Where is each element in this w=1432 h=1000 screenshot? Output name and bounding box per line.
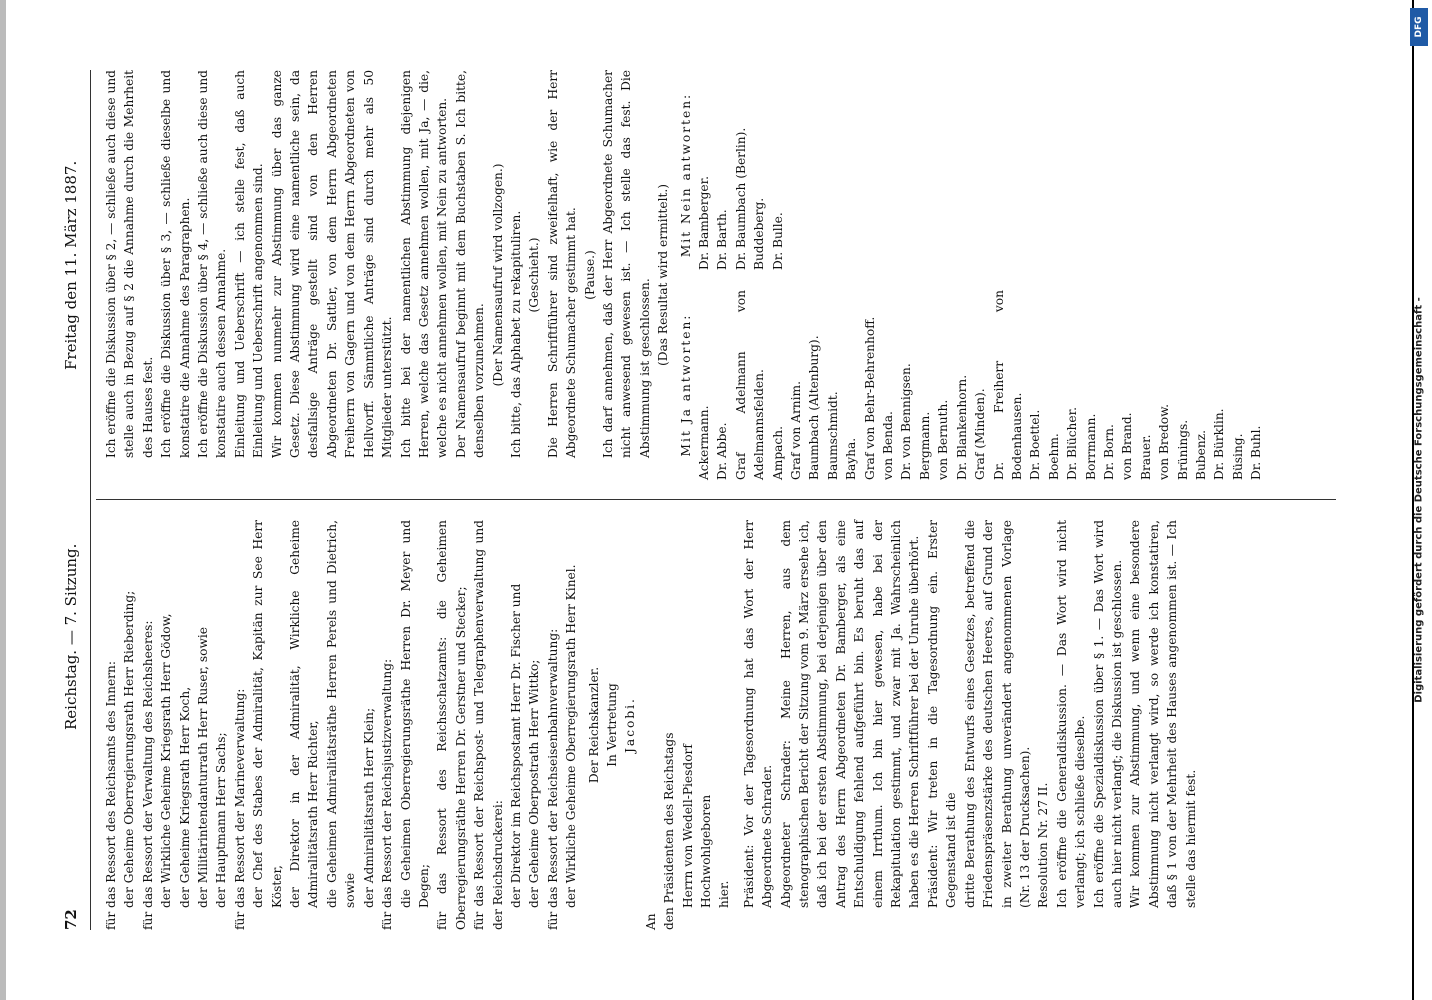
member-name: Dr. Blankenhorn. bbox=[954, 374, 969, 480]
member-name: Dr. Barth. bbox=[715, 209, 730, 270]
member-name: Graf (Minden). bbox=[973, 388, 988, 480]
no-header: Mit Nein antworten: bbox=[678, 92, 693, 258]
member-name: Dr. Born. bbox=[1101, 424, 1116, 480]
member-name: Baumbach (Altenburg). bbox=[807, 335, 822, 480]
official-entry: der Admiralitätsrath Herr Klein; bbox=[361, 707, 376, 908]
left-paragraph: Präsident: Wir treten in die Tagesordnung ein. Erster Gegenstand ist die bbox=[925, 520, 959, 908]
column-divider bbox=[96, 499, 1336, 500]
right-paragraph: Der Namensaufruf beginnt mit dem Buchstaben S. Ich bitte, denselben vorzunehmen. bbox=[453, 70, 487, 458]
right-paragraph: Ich bitte bei der namentlichen Abstimmung diejenigen Herren, welche das Gesetz annehmen wollen, mit Ja, — die, welche es nicht annehmen wollen, mit Nein zu antworten. bbox=[398, 70, 450, 458]
official-entry: der Geheime Oberregierungsrath Herr Rieberding; bbox=[122, 590, 137, 908]
member-name: Dr. Buhl. bbox=[1249, 425, 1264, 480]
member-name: Dr. Abbe. bbox=[715, 422, 730, 480]
member-name: Dr. Baumbach (Berlin). bbox=[733, 127, 748, 270]
right-paragraph: Ich eröffne die Diskussion über § 2, — schließe auch diese und stelle auch in Bezug auf § 2 die Annahme durch die Mehrheit des Hauses fest. bbox=[104, 70, 155, 458]
member-name: Graf Adelmann von Adelmannsfelden. bbox=[733, 290, 767, 480]
left-column bbox=[102, 520, 1200, 930]
page-number: 72 bbox=[62, 909, 80, 930]
member-name: Bergmann. bbox=[917, 411, 932, 480]
member-name: Borrmann. bbox=[1083, 413, 1098, 480]
scan-edge bbox=[0, 0, 6, 1000]
right-paragraph: Ich eröffne die Diskussion über § 3, — schließe dieselbe und konstatire die Annahme des Paragraphen. bbox=[159, 70, 192, 458]
member-name: von Brand. bbox=[1120, 412, 1135, 480]
signature-name: Jacobi. bbox=[623, 697, 638, 753]
left-header-title: Reichstag. — 7. Sitzung. bbox=[62, 543, 80, 730]
official-entry: die Geheimen Admiralitätsräthe Herren Perels und Dietrich, sowie bbox=[324, 520, 358, 908]
left-paragraph: Ich eröffne die Generaldiskussion. — Das Wort wird nicht verlangt; ich schließe dieselbe. bbox=[1054, 520, 1088, 908]
left-paragraph: Abgeordneter Schrader: Meine Herren, aus dem stenographischen Bericht der Sitzung vom 9. März ersehe ich, daß ich bei der ersten Abstimmung, bei derjenigen über den Antrag des Herrn Abgeordneten Dr. Bamberger, als eine Entschuldigung fehlend aufgeführt bin. Es beruht das auf einem Irrthum. Ich bin hier gewesen, habe bei der Rekapitulation gestimmt, und zwar mit Ja. Wahrscheinlich haben es die Herren Schriftführer bei der Unruhe überhört. bbox=[778, 520, 922, 908]
dfg-logo-text: DFG bbox=[1414, 16, 1424, 38]
result-note: (Das Resultat wird ermittelt.) bbox=[656, 184, 671, 367]
member-name: Dr. Bürklin. bbox=[1212, 408, 1227, 480]
official-entry: der Chef des Stabes der Admiralität, Kapitän zur See Herr Köster, bbox=[251, 520, 284, 908]
vote-lists bbox=[695, 70, 1266, 480]
member-name: Dr. Blücher. bbox=[1065, 407, 1080, 480]
official-entry: für das Ressort des Reichsamts des Innern: bbox=[104, 661, 118, 930]
official-entry: der Geheime Kriegsrath Herr Koch, bbox=[177, 686, 192, 908]
official-entry: für das Ressort der Marineverwaltung: bbox=[232, 688, 247, 930]
address-line: den Präsidenten des Reichstags bbox=[662, 732, 677, 930]
member-name: Brauer. bbox=[1138, 434, 1153, 480]
member-name: Dr. Bamberger. bbox=[697, 176, 711, 270]
secretaries-note: Die Herren Schriftführer sind zweifelhaft, wie der Herr Abgeordnete Schumacher gestimmt hat. bbox=[545, 70, 579, 458]
official-entry: für das Ressort der Verwaltung des Reichsheeres: bbox=[140, 620, 155, 930]
address-line: hier. bbox=[717, 880, 732, 908]
dfg-logo bbox=[1410, 8, 1428, 46]
left-paragraphs bbox=[740, 520, 1200, 930]
member-name: Ampach. bbox=[770, 426, 785, 480]
member-name: Büsing. bbox=[1230, 433, 1245, 480]
no-vote-list bbox=[695, 80, 1266, 270]
member-name: von Benda. bbox=[881, 411, 896, 480]
official-entry: für das Ressort des Reichsschatzamts: die Geheimen Oberregierungsräthe Herren Dr. Gerstner und Stecker; bbox=[435, 520, 468, 930]
left-paragraph: Resolution Nr. 27 II. bbox=[1036, 782, 1051, 908]
official-entry: der Direktor in der Admiralität, Wirkliche Geheime Admiralitätsrath Herr Richter, bbox=[288, 520, 321, 908]
right-paragraph: Einleitung und Ueberschrift — ich stelle fest, daß auch Einleitung und Ueberschrift angenommen sind. bbox=[232, 70, 266, 458]
official-list bbox=[102, 520, 581, 930]
absent-note: Ich darf annehmen, daß der Herr Abgeordnete Schumacher nicht anwesend gewesen ist. — Ich stelle das fest. Die Abstimmung ist geschlossen. bbox=[600, 70, 652, 458]
left-paragraph: dritte Berathung des Entwurfs eines Gesetzes, betreffend die Friedenspräsenzstärke des deutschen Heeres, auf Grund der in zweiter Berathung unverändert angenommenen Vorlage (Nr. 13 der Drucksachen). bbox=[962, 520, 1032, 908]
address-block bbox=[642, 520, 734, 930]
left-paragraph: Präsident: Vor der Tagesordnung hat das Wort der Herr Abgeordnete Schrader. bbox=[741, 520, 775, 908]
member-name: Graf von Behr-Behrenhoff. bbox=[862, 316, 877, 480]
official-entry: der Direktor im Reichspostamt Herr Dr. Fischer und bbox=[508, 583, 523, 908]
yes-vote-list bbox=[695, 290, 1266, 480]
official-entry: für das Ressort der Reichseisenbahnverwaltung: bbox=[545, 628, 560, 930]
official-entry: der Wirkliche Geheime Oberregierungsrath Herr Kinel. bbox=[564, 564, 579, 908]
recap-request: Ich bitte, das Alphabet zu rekapituliren. bbox=[508, 210, 523, 458]
member-name: Baumschmidt. bbox=[825, 391, 840, 480]
yes-header: Mit Ja antworten: bbox=[678, 313, 693, 457]
official-entry: die Geheimen Oberregierungsräthe Herren Dr. Meyer und Degen; bbox=[398, 520, 431, 908]
right-paragraph: Wir kommen nunmehr zur Abstimmung über das ganze Gesetz. Diese Abstimmung wird eine namentliche sein, da desfallsige Anträge gestellt sind von den Herren Abgeordneten Dr. Sattler, von dem Herrn Abgeordneten Freiherrn von Gagern und von dem Herrn Abgeordneten von Hellvorff. Sämmtliche Anträge sind durch mehr als 50 Mitglieder unterstützt. bbox=[269, 70, 395, 458]
member-name: Graf von Arnim. bbox=[789, 381, 804, 480]
member-name: Buddeberg. bbox=[752, 197, 767, 270]
official-entry: für das Ressort der Reichspost- und Telegraphenverwaltung und der Reichsdruckerei: bbox=[472, 520, 505, 930]
vote-headers bbox=[677, 70, 695, 480]
member-name: von Bredow. bbox=[1157, 404, 1172, 480]
member-name: Brünings. bbox=[1175, 419, 1190, 480]
official-entry: der Militärintendanturrath Herr Ruser, sowie bbox=[196, 626, 211, 908]
address-line: An bbox=[643, 913, 658, 930]
official-entry: der Wirkliche Geheime Kriegsrath Herr Gödow, bbox=[159, 613, 174, 908]
official-entry: der Hauptmann Herr Sachs; bbox=[214, 732, 229, 908]
credit-sidebar bbox=[1408, 6, 1430, 994]
official-entry: der Geheime Oberpostrath Herr Wittko; bbox=[527, 659, 542, 908]
address-line: Herrn von Wedell-Piesdorf bbox=[680, 744, 695, 908]
roll-call-note: (Der Namensaufruf wird vollzogen.) bbox=[490, 163, 505, 387]
funding-credit: Digitalisierung gefördert durch die Deutsche Forschungsgemeinschaft - bbox=[1413, 297, 1425, 703]
official-entry: für das Ressort der Reichsjustizverwaltung: bbox=[380, 658, 395, 930]
signature-line: In Vertretung bbox=[604, 683, 619, 767]
left-paragraph: Wir kommen zur Abstimmung, und wenn eine besondere Abstimmung nicht verlangt wird, so werde ich konstatiren, daß § 1 von der Mehrheit des Hauses angenommen ist. — Ich stelle das hiermit fest. bbox=[1128, 520, 1198, 908]
page-header bbox=[56, 70, 91, 930]
document-page bbox=[36, 30, 1396, 970]
address-line: Hochwohlgeboren bbox=[699, 794, 713, 908]
done-note: (Geschieht.) bbox=[527, 237, 542, 313]
left-paragraph: Ich eröffne die Spezialdiskussion über § 1. — Das Wort wird auch hier nicht verlangt; die Diskussion ist geschlossen. bbox=[1091, 520, 1124, 908]
member-name: Dr. Freiherr von Bodenhausen. bbox=[991, 290, 1024, 480]
member-name: Bayha. bbox=[844, 437, 859, 480]
member-name: Bubenz. bbox=[1193, 430, 1208, 480]
member-name: Dr. Boettel. bbox=[1028, 409, 1043, 480]
right-header-title: Freitag den 11. März 1887. bbox=[62, 160, 80, 370]
member-name: Dr. Bulle. bbox=[770, 212, 785, 270]
pause-note: (Pause.) bbox=[582, 250, 597, 300]
member-name: Ackermann. bbox=[697, 405, 711, 480]
right-column bbox=[102, 70, 1266, 480]
right-paragraphs bbox=[102, 70, 489, 480]
member-name: Boehm. bbox=[1046, 433, 1061, 480]
right-paragraph: Ich eröffne die Diskussion über § 4, — schließe auch diese und konstatire auch dessen Annahme. bbox=[196, 70, 229, 458]
member-name: von Bernuth. bbox=[936, 399, 951, 480]
chancellor-signature bbox=[585, 520, 640, 930]
member-name: Dr. von Bennigsen. bbox=[899, 363, 914, 480]
signature-line: Der Reichskanzler. bbox=[586, 666, 601, 784]
